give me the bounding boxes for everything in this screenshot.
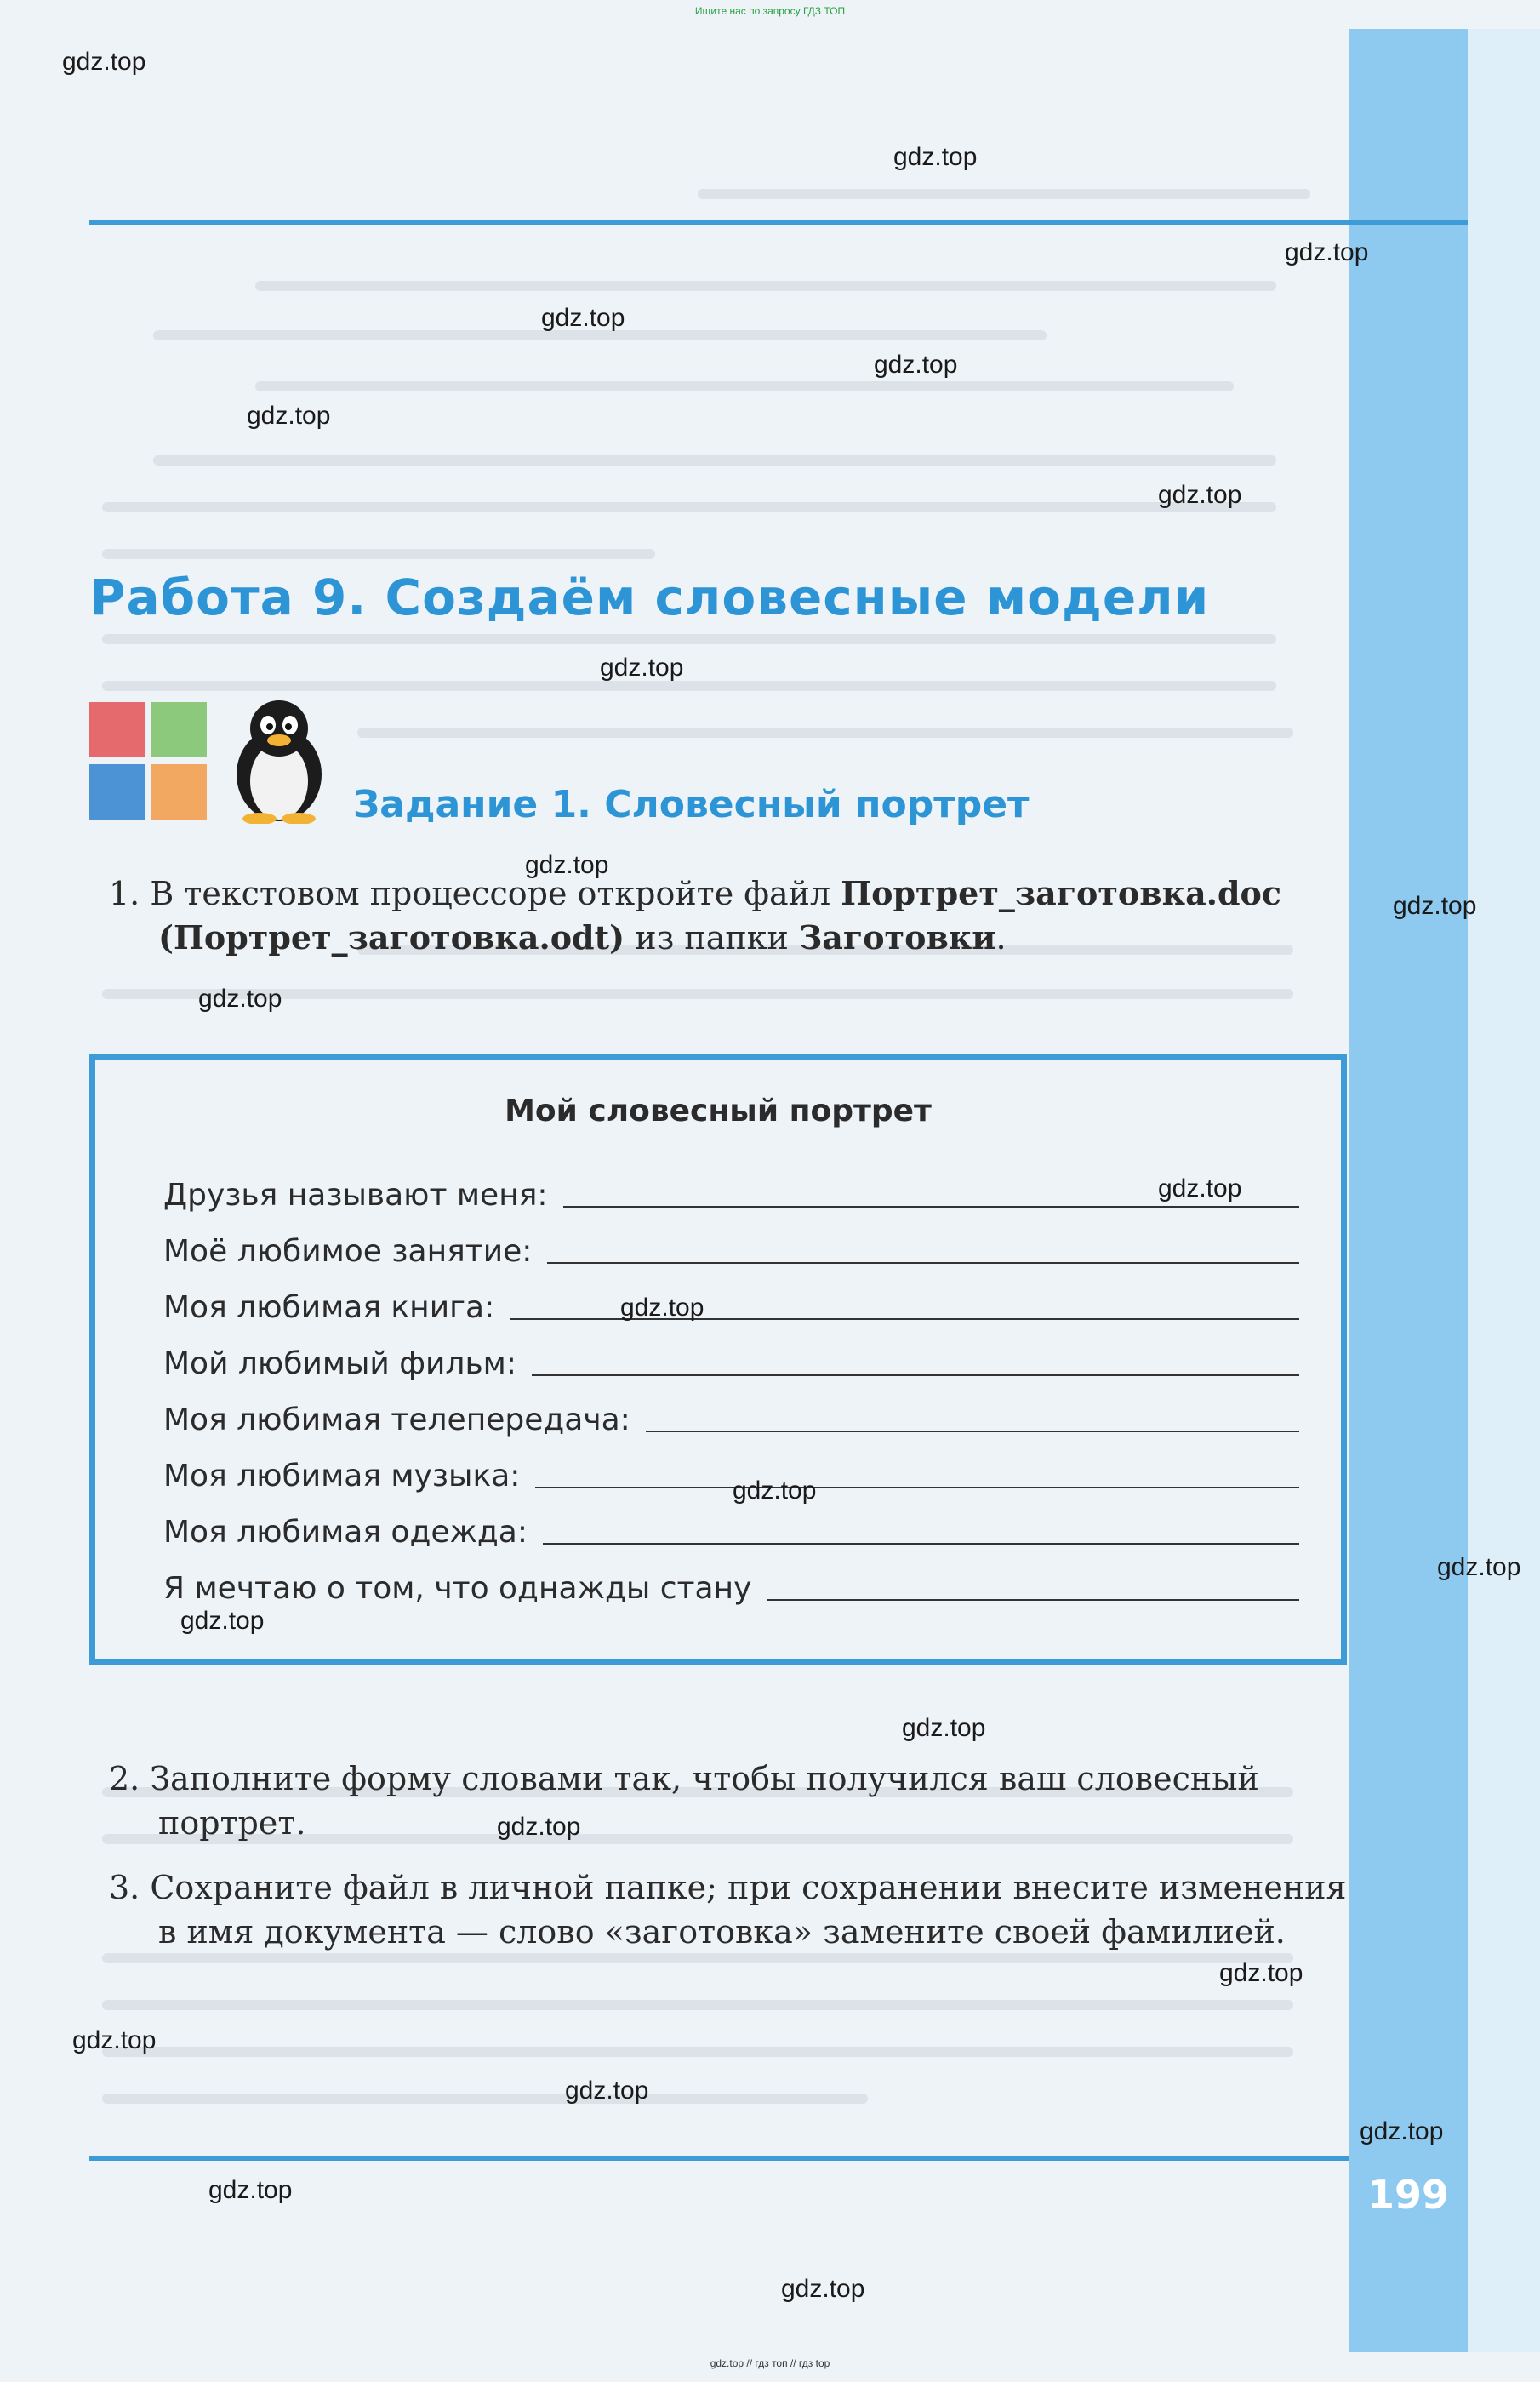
answer-line[interactable] <box>767 1599 1299 1601</box>
top-rule <box>89 220 1468 225</box>
top-banner: Ищите нас по запросу ГДЗ ТОП <box>694 5 846 17</box>
answer-line[interactable] <box>646 1431 1299 1432</box>
answer-line[interactable] <box>532 1374 1299 1376</box>
watermark: gdz.top <box>247 402 331 430</box>
step-3-number: 3. <box>109 1869 140 1906</box>
watermark: gdz.top <box>874 351 958 379</box>
watermark: gdz.top <box>1360 2117 1444 2145</box>
watermark: gdz.top <box>180 1607 265 1635</box>
step-3 <box>109 1865 1349 1954</box>
form-title: Мой словесный портрет <box>505 1094 932 1128</box>
watermark: gdz.top <box>497 1813 581 1841</box>
step-2 <box>109 1757 1349 1845</box>
page-number: 199 <box>1366 2172 1450 2218</box>
page-title: Работа 9. Создаём словесные модели <box>89 568 1210 626</box>
answer-line[interactable] <box>547 1262 1299 1264</box>
task-title: Задание 1. Словесный портрет <box>353 783 1030 826</box>
folder-name: Заготовки <box>798 918 996 957</box>
form-label: Я мечтаю о том, что однажды стану <box>163 1571 752 1606</box>
watermark: gdz.top <box>1437 1553 1521 1581</box>
step-2-number: 2. <box>109 1760 140 1797</box>
step-1-number: 1. <box>109 875 140 912</box>
form-row[interactable] <box>163 1499 1299 1550</box>
form-row[interactable] <box>163 1218 1299 1269</box>
watermark: gdz.top <box>62 48 146 76</box>
step-1-text-2: из папки <box>635 919 789 957</box>
step-2-text: Заполните форму словами так, чтобы получился ваш словесный портрет. <box>150 1760 1259 1842</box>
watermark: gdz.top <box>781 2275 865 2303</box>
bottom-banner: gdz.top // гдз топ // гдз top <box>710 2357 830 2369</box>
answer-line[interactable] <box>563 1206 1299 1208</box>
form-row[interactable] <box>163 1162 1299 1213</box>
side-bar-margin <box>1468 29 1540 2352</box>
bottom-rule <box>89 2156 1349 2161</box>
file-name-odt: (Портрет_заготовка.odt) <box>158 918 625 957</box>
step-1: 1. В текстовом процессоре откройте файл Портрет_заготовка.doc (Портрет_заготовка.odt) из папки Заготовки. <box>109 874 1282 957</box>
watermark: gdz.top <box>208 2176 293 2204</box>
watermark: gdz.top <box>1285 238 1369 266</box>
form-label: Моя любимая одежда: <box>163 1515 528 1550</box>
form-label: Друзья называют меня: <box>163 1178 548 1213</box>
file-name-doc: Портрет_заготовка.doc <box>841 874 1282 912</box>
penguin-icon <box>224 696 334 827</box>
watermark: gdz.top <box>72 2026 157 2054</box>
watermark: gdz.top <box>1158 1174 1242 1202</box>
watermark: gdz.top <box>902 1714 986 1742</box>
portrait-form <box>89 1054 1347 1665</box>
step-3-text: Сохраните файл в личной папке; при сохранении внесите изменения в имя документа — слово «заготовка» замените своей фамилией. <box>150 1869 1347 1951</box>
form-row[interactable] <box>163 1386 1299 1437</box>
form-label: Мой любимый фильм: <box>163 1346 516 1381</box>
watermark: gdz.top <box>893 143 978 171</box>
form-row[interactable] <box>163 1442 1299 1494</box>
watermark: gdz.top <box>733 1477 817 1505</box>
watermark: gdz.top <box>1393 892 1477 920</box>
watermark: gdz.top <box>1158 481 1242 509</box>
answer-line[interactable] <box>535 1487 1299 1488</box>
watermark: gdz.top <box>198 985 282 1013</box>
watermark: gdz.top <box>525 851 609 879</box>
step-1-text: В текстовом процессоре откройте файл <box>150 875 831 912</box>
form-label: Моё любимое занятие: <box>163 1234 533 1269</box>
watermark: gdz.top <box>600 654 684 682</box>
form-row[interactable] <box>163 1274 1299 1325</box>
form-label: Моя любимая книга: <box>163 1290 495 1325</box>
watermark: gdz.top <box>620 1294 704 1322</box>
form-row[interactable] <box>163 1330 1299 1381</box>
watermark: gdz.top <box>1219 1959 1303 1987</box>
answer-line[interactable] <box>543 1543 1299 1545</box>
form-row[interactable] <box>163 1555 1299 1606</box>
form-label: Моя любимая музыка: <box>163 1459 521 1494</box>
side-bar <box>1349 29 1468 2352</box>
form-label: Моя любимая телепередача: <box>163 1402 630 1437</box>
watermark: gdz.top <box>565 2076 649 2105</box>
watermark: gdz.top <box>541 304 625 332</box>
